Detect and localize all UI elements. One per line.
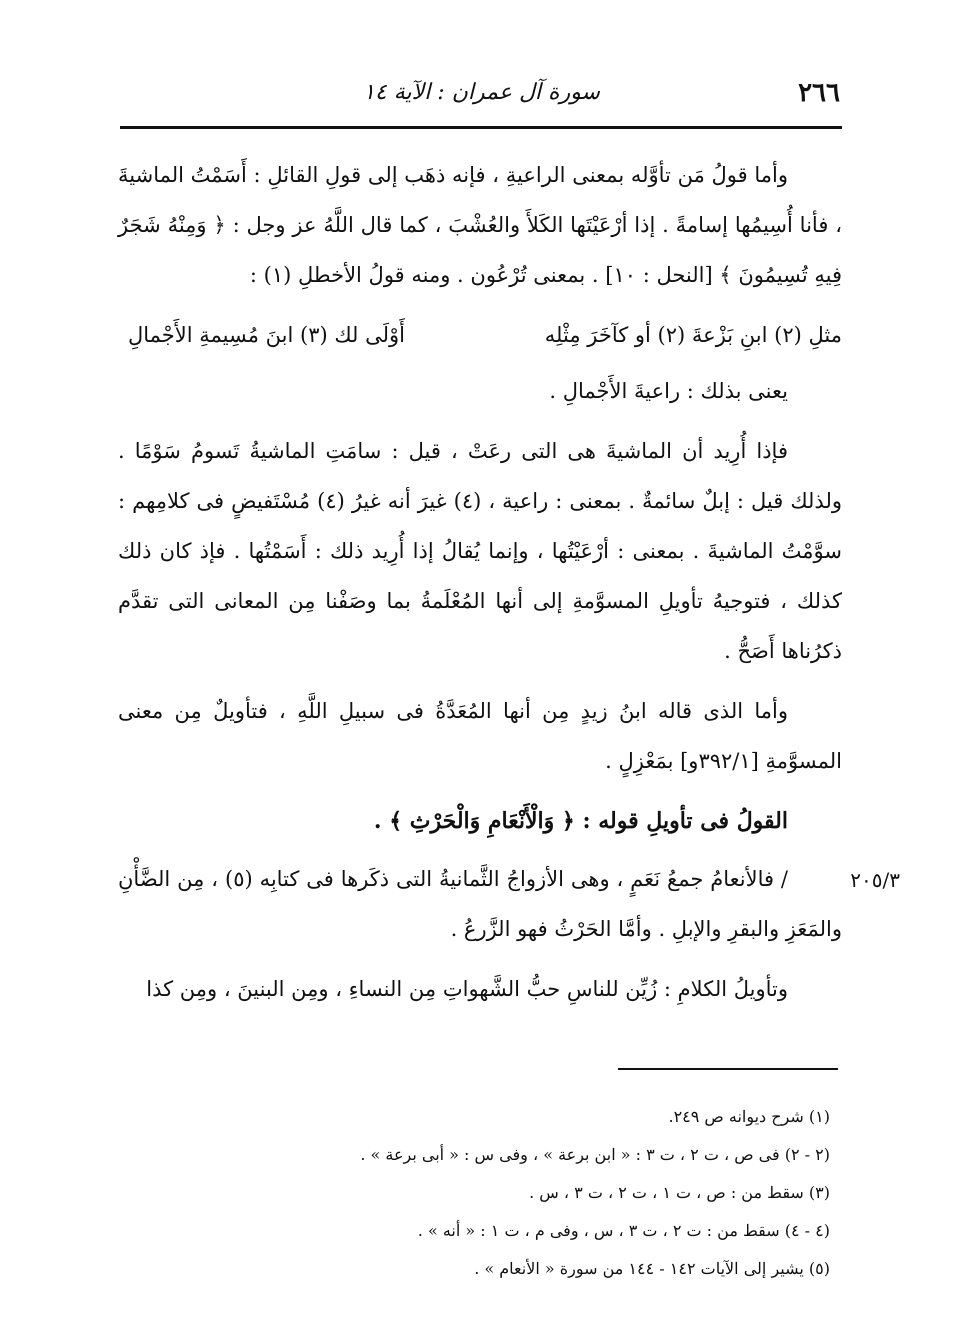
verse-first-hemistich: مثلِ (٢) ابنِ بَزْعةَ (٢) أو كآخَرَ مِثْلِه xyxy=(544,323,842,347)
header-rule xyxy=(120,126,842,129)
main-text xyxy=(118,150,842,1024)
footnote: (٢ - ٢) فى ص ، ت ٢ ، ت ٣ : « ابن برعة » ، وفى س : « أبى برعة » . xyxy=(360,1145,830,1164)
verse-gap xyxy=(455,310,495,360)
footnote: (١) شرح ديوانه ص ٢٤٩. xyxy=(668,1107,830,1126)
verse-second-hemistich: أَوْلَى لك (٣) ابنَ مُسِيمةِ الأَجْمالِ xyxy=(128,323,406,347)
margin-reference: ٢٠٥/٣ xyxy=(850,868,900,892)
footnote: (٤ - ٤) سقط من : ت ٢ ، ت ٣ ، س ، وفى م ، ت ١ : « أنه » . xyxy=(417,1221,830,1240)
footnote-rule xyxy=(618,1068,838,1070)
footnotes xyxy=(114,1098,830,1288)
running-title: سورة آل عمران : الآية ١٤ xyxy=(363,80,600,105)
paragraph: يعنى بذلك : راعيةَ الأَجْمالِ . xyxy=(549,379,788,403)
poetry-verse xyxy=(118,310,842,360)
footnote: (٥) يشير إلى الآيات ١٤٢ - ١٤٤ من سورة « الأنعام » . xyxy=(474,1259,830,1278)
section-heading: القولُ فى تأويلِ قوله : ﴿ وَالْأَنْعَامِ وَالْحَرْثِ ﴾ . xyxy=(373,808,788,834)
paragraph: وأما الذى قاله ابنُ زيدٍ مِن أنها المُعَدَّةُ فى سبيلِ اللَّهِ ، فتأويلٌ مِن معنى المسوَّمةِ [٣٩٢/١و] بمَعْزِلٍ . xyxy=(118,699,842,773)
paragraph: وتأويلُ الكلامِ : زُيِّن للناسِ حبُّ الشَّهواتِ مِن النساءِ ، ومِن البنينَ ، ومِن كذا xyxy=(146,977,788,1001)
page-number: ٢٦٦ xyxy=(798,78,840,108)
paragraph: فإذا أُرِيد أن الماشيةَ هى التى رعَتْ ، قيل : سامَتِ الماشيةُ تَسومُ سَوْمًا . ولذلك قيل : إبلٌ سائمةٌ . بمعنى : راعية ، (٤) غيرَ أنه غيرُ (٤) مُسْتَفيضٍ فى كلامِهم : سوَّمْتُ الماشيةَ . بمعنى : أرْعَيْتُها ، وإنما يُقالُ إذا أُرِيد ذلك : أَسَمْتُها . فإذ كان ذلك كذلك ، فتوجيهُ تأويلِ المسوَّمةِ إلى أنها المُعْلَمةُ بما وصَفْنا مِن المعانى التى تقدَّم ذكرُناها أَصَحُّ . xyxy=(118,439,842,663)
footnote: (٣) سقط من : ص ، ت ١ ، ت ٢ ، ت ٣ ، س . xyxy=(529,1183,830,1202)
paragraph: وأما قولُ مَن تأوَّله بمعنى الراعيةِ ، فإنه ذهَب إلى قولِ القائلِ : أَسَمْتُ الماشيةَ ، فأنا أُسِيمُها إسامةً . إذا أرْعَيْتَها الكَلأَ والعُشْبَ ، كما قال اللَّهُ عز وجل : ﴿ وَمِنْهُ شَجَرٌ فِيهِ تُسِيمُونَ ﴾ [النحل : ١٠] . بمعنى تُرْعُون . ومنه قولُ الأخطلِ (١) : xyxy=(118,163,842,287)
paragraph: / فالأنعامُ جمعُ نَعَمٍ ، وهى الأزواجُ الثَّمانيةُ التى ذكَرها فى كتابِه (٥) ، مِن الضَّأْنِ والمَعَزِ والبقرِ والإبلِ . وأمَّا الحَرْثُ فهو الزَّرعُ . xyxy=(118,867,842,941)
page-header xyxy=(120,78,840,118)
